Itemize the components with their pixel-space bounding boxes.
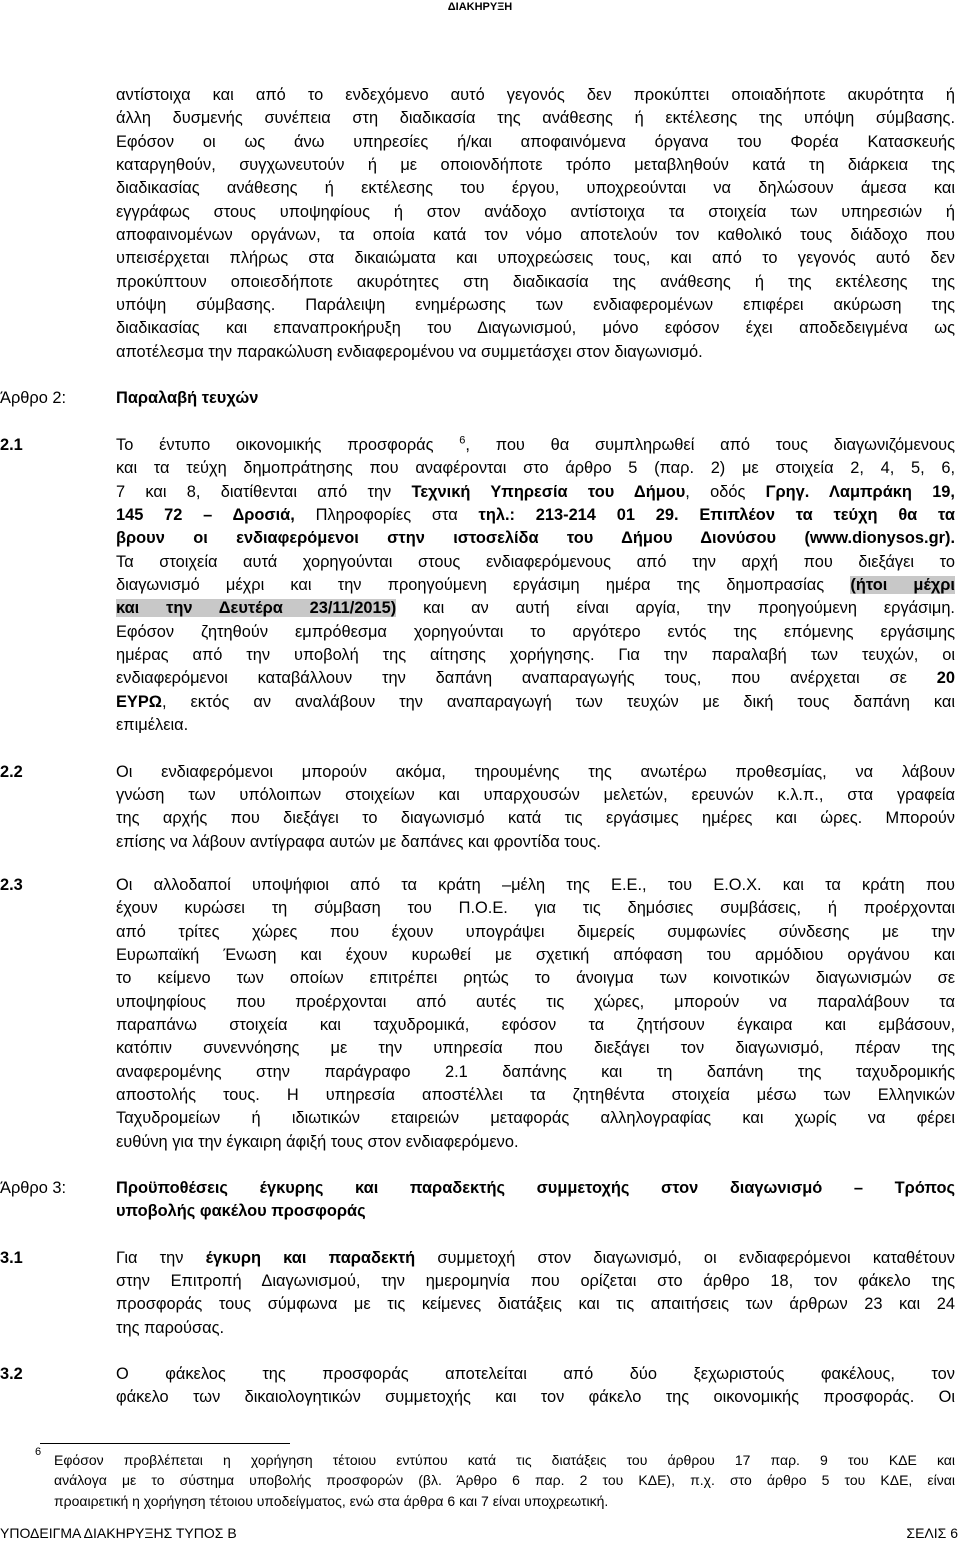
intro-line: άλλη δυσμενής συνέπεια στη διαδικασία της ανάθεσης ή εκτέλεσης της υπόψη σύμβασης.	[116, 109, 955, 127]
intro-line: εγγράφως στους υποψηφίους ή στον ανάδοχο αντίστοιχα τα στοιχεία των υπηρεσιών ή	[116, 203, 955, 221]
p21-line-9: Εφόσον ζητηθούν εμπρόθεσμα χορηγούνται το αργότερο εντός της επόμενης εργάσιμης	[116, 623, 955, 641]
p22-line: Οι ενδιαφερόμενοι μπορούν ακόμα, τηρουμένης της ανωτέρω προθεσμίας, να λάβουν	[116, 763, 955, 781]
intro-line: Εφόσον οι ως άνω υπηρεσίες ή/και αποφαινόμενα όργανα του Φορέα Κατασκευής	[116, 133, 955, 151]
intro-line: διαδικασίας ανάθεσης ή εκτέλεσης του έργου, υποχρεούνται να δηλώσουν άμεσα και	[116, 179, 955, 197]
section-2-3-number: 2.3	[0, 876, 23, 894]
p23-line: το κείμενο των οποίων επιτρέπει ρητώς το άνοιγμα των κοινοτικών διαγωνισμών σε	[116, 969, 955, 987]
intro-line: υπεισέρχεται πλήρως στα δικαιώματα και υποχρεώσεις τους, και από το γεγονός αυτό δεν	[116, 249, 955, 267]
p23-line: παραπάνω στοιχεία και ταχυδρομικά, εφόσον τα ζητήσουν έγκαιρα και εμβάσουν,	[116, 1016, 955, 1034]
section-2-1-number: 2.1	[0, 436, 23, 454]
p21-line-2: και τα τεύχη δημοπράτησης που αναφέρονται στο άρθρο 5 (παρ. 2) με στοιχεία 2, 4, 5, 6,	[116, 459, 955, 477]
footnote-reference[interactable]: 6	[459, 434, 466, 447]
footnote-marker: 6	[35, 1446, 42, 1458]
highlighted-deadline: και την Δευτέρα 23/11/2015)	[116, 599, 397, 617]
article-3-title-line-1: Προϋποθέσεις έγκυρης και παραδεκτής συμμετοχής στον διαγωνισμό – Τρόπος	[116, 1179, 955, 1197]
p21-line-12: ΕΥΡΩ, εκτός αν αναλάβουν την αναπαραγωγή των τευχών με δική τους δαπάνη και	[116, 693, 955, 711]
p21-line-1: Το έντυπο οικονομικής προσφοράς $^6$, που θα συμπληρωθεί από τους διαγωνιζόμενους	[116, 434, 955, 454]
intro-line: αποτέλεσμα την παρακώλυση ενδιαφερομένου να συμμετάσχει στον διαγωνισμό.	[116, 343, 703, 361]
section-3-2-number: 3.2	[0, 1365, 23, 1383]
footnote-line: προαιρετική η χορήγηση τέτοιου υποδείγματος, ενώ στα άρθρα 6 και 7 είναι υποχρεωτική.	[54, 1493, 609, 1509]
p22-line: γνώση των υπόλοιπων στοιχείων και υπαρχουσών μελετών, ερευνών κ.λ.π., στα γραφεία	[116, 786, 955, 804]
footnote-separator	[40, 1443, 290, 1444]
p32-line: Ο φάκελος της προσφοράς αποτελείται από δύο ξεχωριστούς φακέλους, τον	[116, 1365, 955, 1383]
p21-line-4: 145 72 – Δροσιά, Πληροφορίες στα τηλ.: 213-214 01 29. Επιπλέον τα τεύχη θα τα	[116, 506, 955, 524]
article-2-title: Παραλαβή τευχών	[116, 389, 259, 407]
p23-line: Ευρωπαϊκή Ένωση και έχουν κυρωθεί με σχετική απόφαση του αρμόδιου οργάνου και	[116, 946, 955, 964]
p23-line: αποστολής τους. Η υπηρεσία αποστέλλει τα ζητηθέντα στοιχεία μέσω των Ελληνικών	[116, 1086, 955, 1104]
article-3-label: Άρθρο 3:	[0, 1179, 67, 1197]
intro-line: προκύπτουν οποιεσδήποτε ακυρότητες στη διαδικασία της ανάθεσης ή της εκτέλεσης της	[116, 273, 955, 291]
p23-line: ευθύνη για την έγκαιρη άφιξή τους στον ενδιαφερόμενο.	[116, 1133, 519, 1151]
footer-document-title: ΥΠΟΔΕΙΓΜΑ ΔΙΑΚΗΡΥΞΗΣ ΤΥΠΟΣ Β	[0, 1525, 237, 1541]
p22-line: επίσης να λάβουν αντίγραφα αυτών με δαπάνες και φροντίδα τους.	[116, 833, 601, 851]
p31-line-1: Για την έγκυρη και παραδεκτή συμμετοχή στον διαγωνισμό, οι ενδιαφερόμενοι καταθέτουν	[116, 1249, 955, 1267]
p23-line: κατόπιν συνεννόησης με την υπηρεσία που διεξάγει τον διαγωνισμό, πέραν της	[116, 1039, 955, 1057]
footnote-line: Εφόσον προβλέπεται η χορήγηση τέτοιου εντύπου κατά τις διατάξεις του άρθρου 17 παρ. 9 του ΚΔΕ και	[54, 1452, 955, 1468]
footnote-line: ανάλογα με το σύστημα υποβολής προσφορών (βλ. Άρθρο 6 παρ. 2 του ΚΔΕ), π.χ. στο άρθρο 5 του ΚΔΕ, είναι	[54, 1472, 955, 1488]
footer-page-number: ΣΕΛΙΣ 6	[906, 1525, 958, 1541]
p32-line: φάκελο των δικαιολογητικών συμμετοχής και τον φάκελο της οικονομικής προσφοράς. Οι	[116, 1388, 955, 1406]
p21-line-8: και την Δευτέρα 23/11/2015) και αν αυτή είναι αργία, την προηγούμενη εργάσιμη.	[116, 599, 955, 617]
section-2-2-number: 2.2	[0, 763, 23, 781]
p21-line-3: 7 και 8, διατίθενται από την Τεχνική Υπηρεσία του Δήμου, οδός Γρηγ. Λαμπράκη 19,	[116, 483, 955, 501]
p23-line: υποψηφίους που προέρχονται από αυτές τις χώρες, μπορούν να παραλάβουν τα	[116, 993, 955, 1011]
article-3-title-line-2: υποβολής φακέλου προσφοράς	[116, 1202, 366, 1220]
p23-line: Ταχυδρομείων ή ιδιωτικών εταιρειών μεταφοράς αλληλογραφίας και χωρίς να φέρει	[116, 1109, 955, 1127]
p21-line-13: επιμέλεια.	[116, 716, 189, 734]
p21-line-10: ημέρας από την υποβολή της αίτησης χορήγησης. Για την παραλαβή των τευχών, οι	[116, 646, 955, 664]
p21-line-6: Τα στοιχεία αυτά χορηγούνται στους ενδιαφερόμενους από την αρχή που διεξάγει το	[116, 553, 955, 571]
page-header: ΔΙΑΚΗΡΥΞΗ	[447, 1, 513, 13]
p23-line: Οι αλλοδαποί υποψήφιοι από τα κράτη –μέλη της Ε.Ε., του Ε.Ο.Χ. και τα κράτη που	[116, 876, 955, 894]
section-3-1-number: 3.1	[0, 1249, 23, 1267]
p31-line-2: στην Επιτροπή Διαγωνισμού, την ημερομηνία που ορίζεται στο άρθρο 18, τον φάκελο της	[116, 1272, 955, 1290]
intro-line: καταργηθούν, συγχωνευτούν ή με οποιονδήποτε τρόπο μεταβληθούν κατά τη διάρκεια της	[116, 156, 955, 174]
p22-line: της αρχής που διεξάγει το διαγωνισμό κατά τις εργάσιμες ημέρες και ώρες. Μπορούν	[116, 809, 955, 827]
article-2-label: Άρθρο 2:	[0, 389, 67, 407]
p31-line-3: προσφοράς τους σύμφωνα με τις κείμενες διατάξεις και τις απαιτήσεις των άρθρων 23 και 24	[116, 1295, 955, 1313]
intro-line: αποφαινομένων οργάνων, τα οποία κατά τον νόμο αποτελούν τον καθολικό τους διάδοχο που	[116, 226, 955, 244]
p23-line: αναφερομένης στην παράγραφο 2.1 δαπάνης και τη δαπάνη της ταχυδρομικής	[116, 1063, 955, 1081]
p23-line: έχουν κυρώσει τη σύμβαση του Π.Ο.Ε. για τις δημόσιες συμβάσεις, ή προέρχονται	[116, 899, 955, 917]
intro-line: υπόψη σύμβασης. Παράλειψη ενημέρωσης των ενδιαφερομένων επιφέρει ακύρωση της	[116, 296, 955, 314]
p31-line-4: της παρούσας.	[116, 1319, 225, 1337]
p21-line-7: διαγωνισμό μέχρι και την προηγούμενη εργάσιμη ημέρα της δημοπρασίας (ήτοι μέχρι	[116, 576, 955, 594]
intro-line: αντίστοιχα και από το ενδεχόμενο αυτό γεγονός δεν προκύπτει οποιαδήποτε ακυρότητα ή	[116, 86, 955, 104]
intro-line: διαδικασίας και επαναπροκήρυξη του Διαγωνισμού, μόνο εφόσον έχει αποδεδειγμένα ως	[116, 319, 955, 337]
p21-line-5: βρουν οι ενδιαφερόμενοι στην ιστοσελίδα του Δήμου Διονύσου (www.dionysos.gr).	[116, 529, 955, 547]
p23-line: από τρίτες χώρες που έχουν υπογράψει διμερείς συμφωνίες σύνδεσης με την	[116, 923, 955, 941]
p21-line-11: ενδιαφερόμενοι καταβάλλουν την δαπάνη αναπαραγωγής τους, που ανέρχεται σε 20	[116, 669, 955, 687]
highlighted-deadline: (ήτοι μέχρι	[850, 576, 955, 594]
